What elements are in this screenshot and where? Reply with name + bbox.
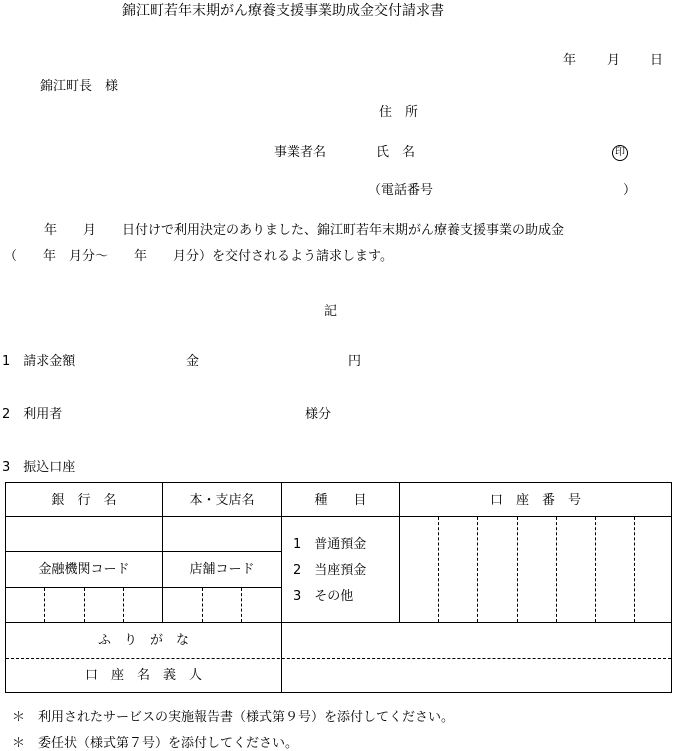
phone-label: （電話番号 (368, 183, 434, 198)
account-digit-divider (477, 517, 478, 622)
account-digit-divider (556, 517, 557, 622)
ki-heading: 記 (324, 304, 338, 319)
code-digit-divider (44, 588, 45, 622)
addressee: 錦江町長 様 (40, 79, 119, 94)
type-option-other[interactable]: 3 その他 (293, 589, 354, 604)
name-label: 氏 名 (376, 145, 416, 160)
code-digit-divider (241, 588, 242, 622)
page-title: 錦江町若年末期がん療養支援事業助成金交付請求書 (122, 3, 444, 19)
amount-label: 1 請求金額 (2, 354, 76, 369)
institution-code-label: 金融機関コード (38, 562, 130, 577)
account-number-header: 口 座 番 号 (489, 493, 581, 508)
note-power-of-attorney: ＊ 委任状（様式第７号）を添付してください。 (12, 736, 299, 751)
account-holder-label: 口 座 名 義 人 (84, 668, 202, 683)
amount-yen: 円 (348, 354, 362, 369)
note-report: ＊ 利用されたサービスの実施報告書（様式第９号）を添付してください。 (12, 710, 455, 725)
table-rule (6, 587, 281, 588)
body-line-1: 年 月 日付けで利用決定のありました、錦江町若年末期がん療養支援事業の助成金 (44, 223, 565, 238)
type-header: 種 目 (314, 493, 367, 508)
bank-name-header: 銀 行 名 (51, 493, 117, 508)
branch-code-label: 店舗コード (189, 562, 255, 577)
table-rule (6, 551, 281, 552)
bank-account-table (5, 482, 672, 693)
address-label: 住 所 (379, 105, 419, 120)
type-option-ordinary[interactable]: 1 普通預金 (293, 537, 367, 552)
body-line-2: （ 年 月分～ 年 月分）を交付されるよう請求します。 (4, 249, 393, 264)
phone-close-paren: ） (623, 183, 637, 198)
code-digit-divider (84, 588, 85, 622)
branch-name-field[interactable] (163, 517, 281, 551)
seal-mark: 印 (612, 145, 628, 161)
date-day-label: 日 (650, 53, 664, 68)
account-holder-field[interactable] (282, 659, 671, 692)
branch-name-header: 本・支店名 (189, 493, 255, 508)
account-digit-divider (595, 517, 596, 622)
code-digit-divider (202, 588, 203, 622)
user-sama: 様分 (305, 407, 332, 422)
bank-name-field[interactable] (6, 517, 162, 551)
furigana-field[interactable] (282, 623, 671, 658)
account-digit-divider (517, 517, 518, 622)
account-digit-divider (438, 517, 439, 622)
furigana-label: ふ り が な (97, 633, 189, 648)
code-digit-divider (123, 588, 124, 622)
account-label: 3 振込口座 (2, 460, 76, 475)
date-month-label: 月 (607, 53, 621, 68)
amount-kin: 金 (186, 354, 200, 369)
date-year-label: 年 (563, 53, 577, 68)
operator-label: 事業者名 (274, 145, 327, 160)
account-digit-divider (634, 517, 635, 622)
user-label: 2 利用者 (2, 407, 63, 422)
type-option-current[interactable]: 2 当座預金 (293, 563, 367, 578)
